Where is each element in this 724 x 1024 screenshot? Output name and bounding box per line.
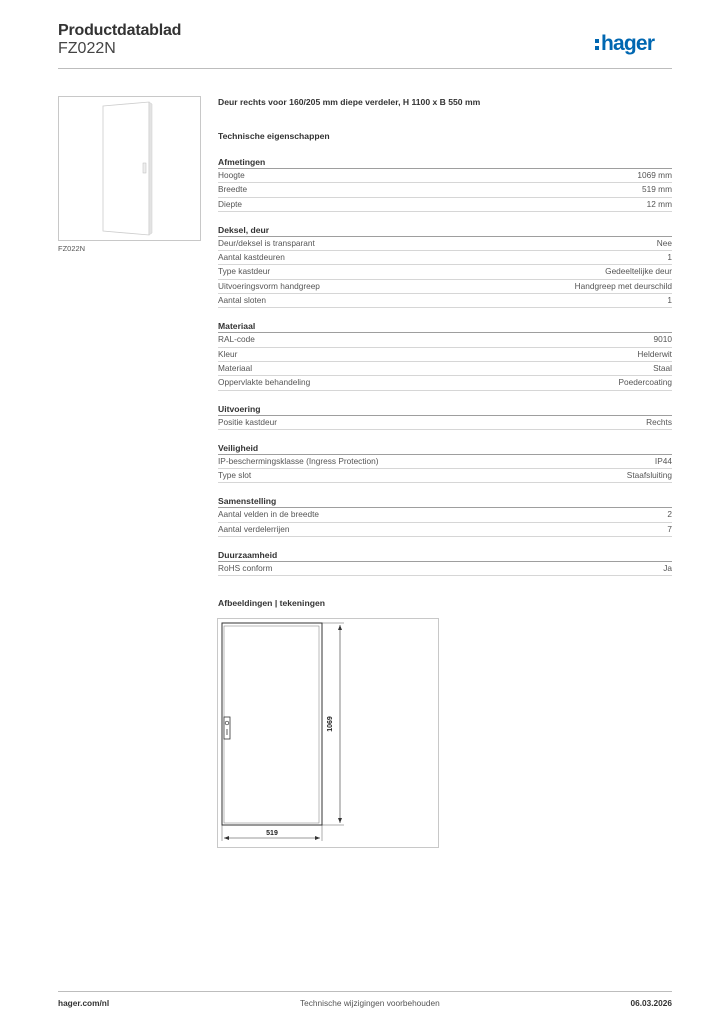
property-row [218,294,672,308]
property-row [218,523,672,537]
height-dimension-label: 1069 [327,716,334,732]
product-code: FZ022N [58,40,116,57]
property-value: Helderwit [637,348,672,359]
section-title: Veiligheid [218,442,672,455]
property-row [218,333,672,347]
logo-wordmark: hager [601,32,655,55]
logo-dot-top-icon [595,39,599,43]
door-lock-icon [224,717,230,739]
section-title: Uitvoering [218,403,672,416]
door-dimension-drawing [218,619,438,847]
footer-divider [58,991,672,992]
property-label: Deur/deksel is transparant [218,237,315,248]
images-heading: Afbeeldingen | tekeningen [218,598,325,608]
property-value: Rechts [646,416,672,427]
property-value: Handgreep met deurschild [574,280,672,291]
document-title: Productdatablad [58,22,182,39]
product-thumbnail [58,96,201,241]
property-row [218,562,672,576]
property-value: 12 mm [646,198,672,209]
property-label: Breedte [218,184,248,195]
property-label: Uitvoeringsvorm handgreep [218,280,320,291]
property-value: IP44 [654,455,672,466]
section-materiaal [218,320,672,390]
door-thumbnail-image [59,97,200,240]
property-row [218,280,672,294]
property-label: Aantal kastdeuren [218,252,285,263]
property-row [218,416,672,430]
section-uitvoering [218,403,672,430]
property-value: 519 mm [642,184,672,195]
property-label: Kleur [218,348,238,359]
property-row [218,265,672,279]
property-value: 7 [667,523,672,534]
property-label: IP-beschermingsklasse (Ingress Protection) [218,455,379,466]
header-divider [58,68,672,69]
property-sections [218,156,672,576]
technical-properties-heading: Technische eigenschappen [218,131,330,141]
section-title: Materiaal [218,320,672,333]
property-row [218,237,672,251]
property-value: Poedercoating [618,377,672,388]
section-duurzaamheid [218,549,672,576]
property-label: RoHS conform [218,563,273,574]
property-value: 1069 mm [637,170,672,180]
section-afmetingen [218,156,672,212]
property-label: Hoogte [218,170,245,180]
property-value: Staafsluiting [626,470,672,481]
property-label: RAL-code [218,334,255,345]
footer-date: 06.03.2026 [630,998,672,1008]
property-row [218,376,672,390]
product-description: Deur rechts voor 160/205 mm diepe verdeler, H 1100 x B 550 mm [218,97,481,107]
property-row [218,198,672,212]
property-label: Type kastdeur [218,266,271,277]
section-deksel-deur [218,224,672,308]
section-title: Afmetingen [218,156,672,169]
property-label: Type slot [218,470,252,481]
width-dimension-label: 519 [266,830,278,837]
property-row [218,251,672,265]
property-value: 1 [667,252,672,263]
thumbnail-caption: FZ022N [58,244,86,253]
section-veiligheid [218,442,672,484]
property-label: Oppervlakte behandeling [218,377,311,388]
handle-icon [143,163,146,173]
footer-website: hager.com/nl [58,998,110,1008]
section-title: Deksel, deur [218,224,672,237]
footer-disclaimer: Technische wijzigingen voorbehouden [300,998,440,1008]
property-row [218,348,672,362]
hager-logo [594,28,674,58]
property-value: 2 [667,509,672,520]
property-value: Nee [656,237,672,248]
property-value: Ja [663,563,672,574]
property-value: 9010 [653,334,672,345]
section-title: Samenstelling [218,495,672,508]
property-label: Aantal verdelerrijen [218,523,290,534]
property-row [218,169,672,183]
property-value: Staal [653,362,672,373]
section-samenstelling [218,495,672,537]
property-row [218,362,672,376]
technical-drawing [217,618,439,848]
property-value: Gedeeltelijke deur [605,266,672,277]
property-row [218,183,672,197]
property-label: Materiaal [218,362,253,373]
property-label: Positie kastdeur [218,416,278,427]
property-row [218,508,672,522]
property-label: Aantal sloten [218,295,266,306]
property-label: Aantal velden in de breedte [218,509,320,520]
property-row [218,455,672,469]
property-row [218,469,672,483]
section-title: Duurzaamheid [218,549,672,562]
logo-dot-bottom-icon [595,46,599,50]
product-details [218,96,672,576]
property-value: 1 [667,295,672,306]
property-label: Diepte [218,198,242,209]
